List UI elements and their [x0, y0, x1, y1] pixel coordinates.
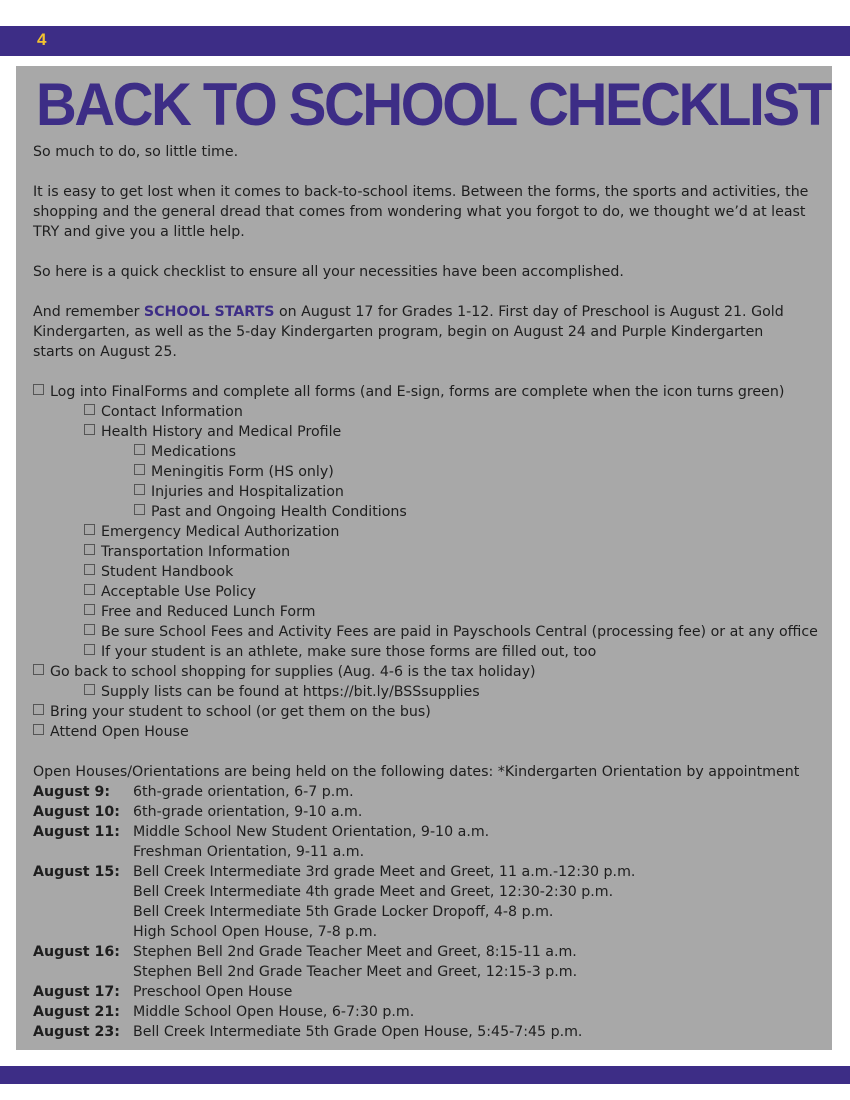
header-bar	[0, 26, 850, 56]
schedule-date	[33, 922, 133, 942]
schedule-date: August 16:	[33, 944, 120, 960]
schedule-date	[33, 902, 133, 922]
checklist-item-label: Emergency Medical Authorization	[101, 524, 340, 540]
checklist-item	[33, 682, 823, 702]
schedule-date	[33, 962, 133, 982]
schedule-row	[33, 882, 823, 902]
checklist-item	[33, 482, 823, 502]
paragraph-line: shopping and the general dread that comes from wondering what you forgot to do, we thought we’d at least	[33, 204, 806, 220]
page-title: BACK TO SCHOOL CHECKLIST	[36, 71, 830, 138]
checkbox-icon[interactable]	[84, 424, 95, 435]
checklist-item	[33, 542, 823, 562]
schedule-row	[33, 782, 823, 802]
checklist-item-label: Contact Information	[101, 404, 243, 420]
schedule-event: Bell Creek Intermediate 3rd grade Meet and Greet, 11 a.m.-12:30 p.m.	[133, 864, 636, 880]
text-span: on August 17 for Grades 1-12. First day of Preschool is August 21. Gold	[274, 304, 784, 320]
checkbox-icon[interactable]	[84, 404, 95, 415]
checkbox-icon[interactable]	[84, 644, 95, 655]
schedule-event: Bell Creek Intermediate 5th Grade Locker Dropoff, 4-8 p.m.	[133, 904, 554, 920]
schedule-event: Middle School Open House, 6-7:30 p.m.	[133, 1004, 415, 1020]
checklist-item	[33, 582, 823, 602]
schedule-date	[33, 842, 133, 862]
checklist-item	[33, 382, 823, 402]
checklist-item-label: Attend Open House	[50, 724, 189, 740]
schedule-date: August 11:	[33, 824, 120, 840]
checklist-item-label: Free and Reduced Lunch Form	[101, 604, 316, 620]
schedule-row	[33, 902, 823, 922]
checklist-item-label: Acceptable Use Policy	[101, 584, 257, 600]
checklist-item-label: Supply lists can be found at https://bit.ly/BSSsupplies	[101, 684, 480, 700]
checklist-item-label: Health History and Medical Profile	[101, 424, 342, 440]
schedule-event: Preschool Open House	[133, 984, 293, 1000]
schedule-event: High School Open House, 7-8 p.m.	[133, 924, 378, 940]
checkbox-icon[interactable]	[84, 544, 95, 555]
school-starts-line	[33, 302, 823, 322]
schedule-date: August 15:	[33, 864, 120, 880]
checklist-item-label: Go back to school shopping for supplies (Aug. 4-6 is the tax holiday)	[50, 664, 536, 680]
schedule-row	[33, 942, 823, 962]
checklist-item-label: Past and Ongoing Health Conditions	[151, 504, 407, 520]
schedule-date: August 10:	[33, 804, 120, 820]
checkbox-icon[interactable]	[134, 504, 145, 515]
schedule-row	[33, 842, 823, 862]
schedule-date	[33, 882, 133, 902]
paragraph-line: So here is a quick checklist to ensure all your necessities have been accomplished.	[33, 264, 624, 280]
checklist-item-label: Meningitis Form (HS only)	[151, 464, 334, 480]
checklist-item-label: Student Handbook	[101, 564, 234, 580]
schedule-row	[33, 922, 823, 942]
schedule-date: August 23:	[33, 1024, 120, 1040]
checklist-item-label: Medications	[151, 444, 236, 460]
schedule-event: 6th-grade orientation, 6-7 p.m.	[133, 784, 354, 800]
checklist-item-label: Injuries and Hospitalization	[151, 484, 344, 500]
paragraph-line: starts on August 25.	[33, 344, 177, 360]
footer-bar	[0, 1066, 850, 1084]
schedule-list	[33, 782, 823, 1042]
checkbox-icon[interactable]	[84, 564, 95, 575]
checklist-item-label: If your student is an athlete, make sure those forms are filled out, too	[101, 644, 597, 660]
checklist-item	[33, 662, 823, 682]
checkbox-icon[interactable]	[33, 384, 44, 395]
schedule-row	[33, 802, 823, 822]
checkbox-icon[interactable]	[33, 664, 44, 675]
schedule-event: Middle School New Student Orientation, 9-10 a.m.	[133, 824, 490, 840]
schedule-row	[33, 982, 823, 1002]
paragraph-line: TRY and give you a little help.	[33, 224, 245, 240]
checkbox-icon[interactable]	[84, 584, 95, 595]
checklist-item	[33, 522, 823, 542]
schedule-date: August 17:	[33, 984, 120, 1000]
checklist-item	[33, 402, 823, 422]
checklist-item-label: Bring your student to school (or get them on the bus)	[50, 704, 431, 720]
schedule-row	[33, 1002, 823, 1022]
checkbox-icon[interactable]	[134, 464, 145, 475]
schedule-event: Stephen Bell 2nd Grade Teacher Meet and Greet, 8:15-11 a.m.	[133, 944, 577, 960]
schedule-row	[33, 862, 823, 882]
checklist-item-label: Be sure School Fees and Activity Fees are paid in Payschools Central (processing fee) or at any office	[101, 624, 818, 640]
checklist-item	[33, 442, 823, 462]
checklist-item	[33, 562, 823, 582]
checklist-item	[33, 642, 823, 662]
checklist-item	[33, 602, 823, 622]
schedule-event: 6th-grade orientation, 9-10 a.m.	[133, 804, 363, 820]
checkbox-icon[interactable]	[33, 704, 44, 715]
checklist-panel	[16, 66, 832, 1050]
checklist-item	[33, 722, 823, 742]
schedule-event: Stephen Bell 2nd Grade Teacher Meet and Greet, 12:15-3 p.m.	[133, 964, 578, 980]
schedule-date: August 9:	[33, 784, 111, 800]
school-starts-highlight: SCHOOL STARTS	[143, 304, 275, 320]
open-house-intro: Open Houses/Orientations are being held on the following dates: *Kindergarten Orientation by appointment	[33, 764, 800, 780]
checkbox-icon[interactable]	[84, 684, 95, 695]
checklist-item	[33, 422, 823, 442]
checkbox-icon[interactable]	[134, 484, 145, 495]
checklist	[33, 382, 823, 742]
schedule-event: Bell Creek Intermediate 5th Grade Open House, 5:45-7:45 p.m.	[133, 1024, 583, 1040]
checkbox-icon[interactable]	[84, 624, 95, 635]
text-span: And remember	[33, 304, 144, 320]
checklist-item	[33, 702, 823, 722]
schedule-event: Freshman Orientation, 9-11 a.m.	[133, 844, 365, 860]
schedule-event: Bell Creek Intermediate 4th grade Meet and Greet, 12:30-2:30 p.m.	[133, 884, 614, 900]
article-body	[33, 142, 823, 1042]
schedule-row	[33, 822, 823, 842]
checklist-item-label: Log into FinalForms and complete all forms (and E-sign, forms are complete when the icon turns green)	[50, 384, 785, 400]
schedule-row	[33, 1022, 823, 1042]
checklist-item	[33, 502, 823, 522]
checkbox-icon[interactable]	[84, 524, 95, 535]
checklist-item-label: Transportation Information	[101, 544, 291, 560]
schedule-row	[33, 962, 823, 982]
schedule-date: August 21:	[33, 1004, 120, 1020]
paragraph-line: It is easy to get lost when it comes to back-to-school items. Between the forms, the sports and activities, the	[33, 184, 809, 200]
checkbox-icon[interactable]	[134, 444, 145, 455]
intro-text: So much to do, so little time.	[33, 144, 239, 160]
checklist-item	[33, 622, 823, 642]
checkbox-icon[interactable]	[84, 604, 95, 615]
checkbox-icon[interactable]	[33, 724, 44, 735]
page-number: 4	[37, 30, 47, 49]
paragraph-line: Kindergarten, as well as the 5-day Kindergarten program, begin on August 24 and Purple Kindergarten	[33, 324, 764, 340]
checklist-item	[33, 462, 823, 482]
